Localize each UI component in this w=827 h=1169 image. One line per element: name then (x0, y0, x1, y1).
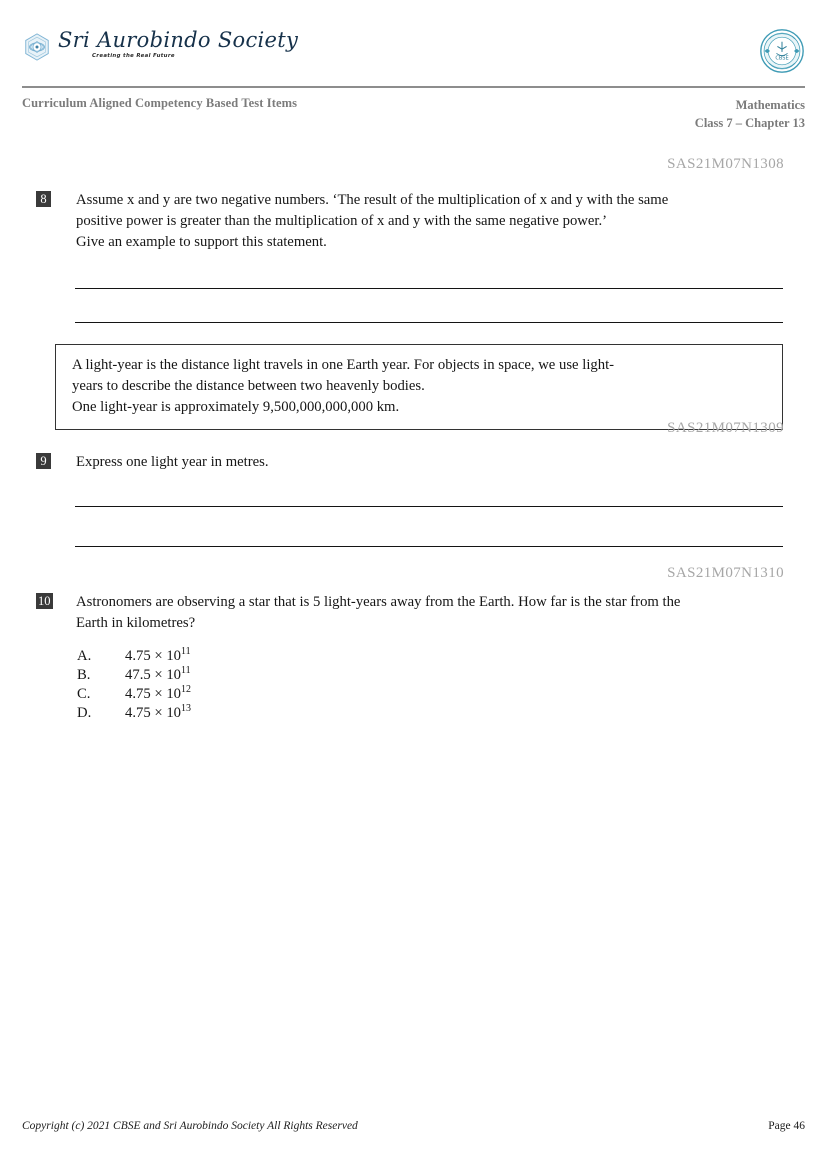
running-head-right (695, 96, 805, 132)
option-c-letter: C. (77, 686, 91, 702)
footer-page-number: Page 46 (768, 1120, 805, 1132)
question-8 (36, 190, 783, 253)
option-a-value (125, 648, 191, 665)
question-8-line-3: Give an example to support this statement. (76, 233, 327, 250)
sri-aurobindo-lotus-icon (22, 32, 52, 62)
info-box-light-year (55, 344, 783, 430)
class-chapter-label: Class 7 – Chapter 13 (694, 116, 805, 131)
option-a[interactable] (77, 648, 191, 667)
question-8-line-1: Assume x and y are two negative numbers. ‘The result of the multiplication of x and y with the same (76, 192, 669, 208)
item-code-9: SAS21M07N1309 (667, 420, 784, 436)
answer-line-8-1[interactable] (75, 288, 783, 289)
option-d[interactable] (77, 705, 191, 724)
answer-line-8-2[interactable] (75, 322, 783, 323)
answer-line-9-2[interactable] (75, 546, 783, 547)
option-a-exponent: 11 (181, 646, 191, 658)
option-d-letter: D. (77, 705, 92, 721)
cbse-seal-icon (759, 28, 805, 74)
question-9-line-1: Express one light year in metres. (76, 454, 269, 470)
option-b-exponent: 11 (181, 665, 191, 677)
option-d-mantissa: 4.75 × 10 (125, 705, 182, 721)
masthead (0, 24, 827, 82)
answer-line-9-1[interactable] (75, 506, 783, 507)
question-8-text (76, 190, 783, 253)
question-10-options (77, 648, 191, 724)
option-a-mantissa: 4.75 × 10 (125, 648, 182, 664)
item-code-8: SAS21M07N1308 (667, 156, 784, 172)
svg-text:CBSE: CBSE (775, 55, 789, 62)
question-8-line-2: positive power is greater than the multiplication of x and y with the same negative power.’ (76, 212, 608, 229)
option-d-exponent: 13 (181, 703, 192, 715)
question-10-text (76, 592, 783, 634)
question-number-9: 9 (36, 453, 51, 469)
running-head-left: Curriculum Aligned Competency Based Test Items (22, 96, 298, 110)
brand-text-block (58, 30, 298, 59)
option-c[interactable] (77, 686, 191, 705)
header-divider (22, 86, 805, 88)
question-9-text (76, 452, 783, 473)
info-box-line-2: years to describe the distance between two heavenly bodies. (72, 378, 425, 395)
brand-logo (22, 30, 298, 62)
option-b-mantissa: 47.5 × 10 (125, 667, 182, 683)
item-code-10: SAS21M07N1310 (667, 565, 784, 581)
question-10-line-2: Earth in kilometres? (76, 614, 196, 631)
info-box-line-1: A light-year is the distance light travels in one Earth year. For objects in space, we use light- (72, 357, 615, 373)
option-b-value (125, 667, 191, 684)
question-9 (36, 452, 783, 473)
question-10 (36, 592, 783, 634)
question-number-8: 8 (36, 191, 51, 207)
option-c-value (125, 686, 191, 703)
option-c-exponent: 12 (181, 684, 192, 696)
option-b[interactable] (77, 667, 191, 686)
option-d-value (125, 705, 191, 722)
subject-label: Mathematics (735, 98, 805, 112)
brand-tagline: Creating the Real Future (92, 53, 175, 59)
info-box-line-3: One light-year is approximately 9,500,000,000,000 km. (72, 399, 400, 416)
option-a-letter: A. (77, 648, 92, 664)
question-10-line-1: Astronomers are observing a star that is 5 light-years away from the Earth. How far is the star from the (76, 594, 681, 610)
footer-copyright: Copyright (c) 2021 CBSE and Sri Aurobindo Society All Rights Reserved (22, 1120, 358, 1132)
option-b-letter: B. (77, 667, 91, 683)
brand-wordmark: Sri Aurobindo Society (58, 28, 299, 52)
question-number-10: 10 (38, 594, 51, 608)
option-c-mantissa: 4.75 × 10 (125, 686, 182, 702)
